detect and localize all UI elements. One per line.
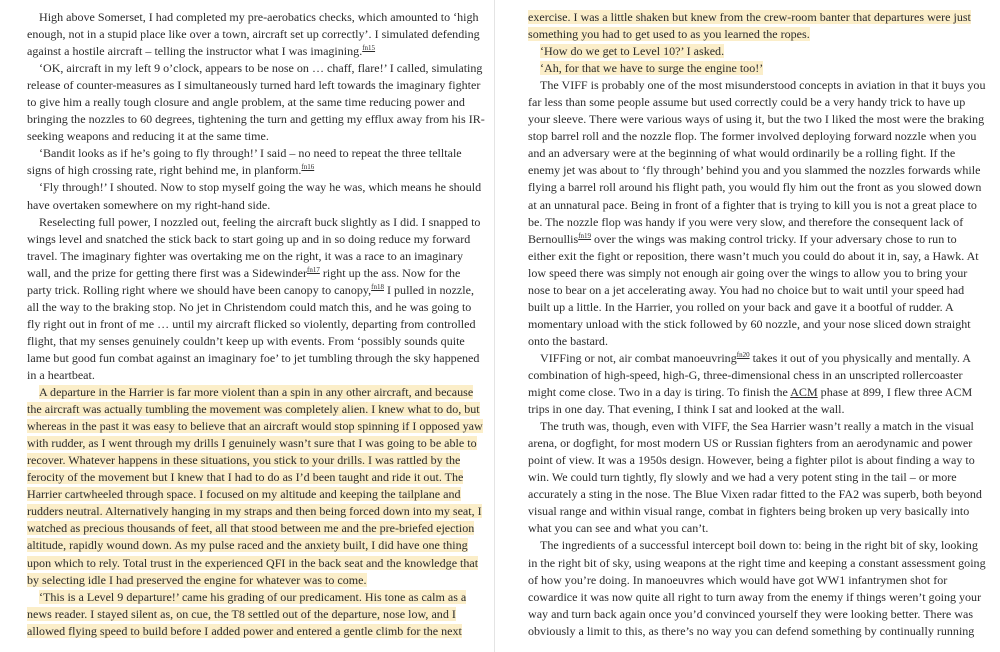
- text-line: [528, 77, 986, 94]
- text-line: [27, 197, 460, 214]
- line-body: Bernoullis: [528, 231, 579, 246]
- line-body: accurately a sting in the nose. The Blue Vixen radar fitted to the FA2 was superb, both beyond: [528, 487, 982, 502]
- text-line: [528, 197, 977, 214]
- line-body: ferocity of the movement but I knew that I had to do as I’d been taught and ride it out. The: [27, 470, 464, 485]
- text-line: [27, 231, 471, 248]
- line-text: [528, 504, 969, 518]
- line-body: release of counter-measures as I simultaneously turned hard left towards the imaginary fighter: [27, 78, 481, 93]
- text-line: [27, 145, 460, 162]
- line-body: of how you’re doing. In manoeuvres which would have got WW1 infantrymen shot for: [528, 572, 948, 587]
- text-line: [528, 316, 971, 333]
- line-text: [27, 129, 269, 143]
- line-body: bringing the nozzles to 60 degrees, tightening the turn and getting my efflux away from his IR-: [27, 112, 485, 127]
- text-line: [528, 179, 982, 196]
- text-line: [27, 503, 482, 520]
- text-line: [27, 128, 460, 145]
- text-line: [27, 162, 460, 179]
- text-line: [27, 94, 465, 111]
- highlighted-text: [27, 453, 460, 467]
- line-body: watched as precious thousands of feet, all that stood between me and the pre-briefed ejection: [27, 521, 475, 536]
- line-body: way and turn back again once you’d convinced yourself they were looking better. There was: [528, 606, 974, 621]
- line-body: ‘How do we get to Level 10?’ I asked.: [540, 44, 725, 59]
- line-body: party trick. Rolling right where we should have been canopy to canopy,: [27, 282, 372, 297]
- line-text: [27, 300, 471, 314]
- highlighted-text: [540, 61, 763, 75]
- line-text: [27, 266, 460, 280]
- line-tail: over the wings was making control tricky. If your adversary chose to run to: [591, 231, 957, 246]
- text-line: [528, 384, 973, 401]
- text-line: [528, 9, 971, 26]
- text-line: [528, 282, 966, 299]
- line-text: [528, 180, 981, 194]
- line-text: [27, 334, 465, 348]
- line-text: [27, 112, 485, 126]
- highlighted-text: [39, 385, 473, 399]
- text-line: [27, 248, 463, 265]
- text-line: [528, 469, 966, 486]
- line-body: to give him a really tough closure and angle problem, at the same time reducing power and: [27, 95, 465, 110]
- line-text: [39, 61, 482, 75]
- line-body: point of view. It was a 1950s design. However, being a fighter pilot is about finding a way to: [528, 453, 975, 468]
- line-body: stop barrel roll and the nozzle flop. The former involved deploying forward nozzle when you: [528, 129, 977, 144]
- line-body: ‘Ah, for that we have to surge the engine too!’: [540, 61, 764, 76]
- highlighted-text: [528, 27, 810, 41]
- line-body: ‘Bandit looks as if he’s going to fly through!’ I said – no need to repeat the three telltale: [39, 146, 462, 161]
- line-body: upon which to rely. Total trust in the experienced QFI in the back seat and the knowledge that: [27, 555, 479, 570]
- line-body: with rudder, as I went through my drills I genuinely wasn’t sure that I was going to be able to: [27, 436, 477, 451]
- text-line: [27, 572, 460, 589]
- text-line: [528, 128, 977, 145]
- line-text: [528, 334, 608, 348]
- text-line: [27, 401, 480, 418]
- line-body: built up a little. In the Harrier, you rolled on your back and gave it a bootful of rudder. A: [528, 299, 954, 314]
- text-line: [528, 231, 966, 248]
- line-tail: right up the ass. Now for the: [319, 265, 461, 280]
- text-line: [528, 214, 966, 231]
- text-line: [528, 299, 966, 316]
- line-text: [27, 232, 470, 246]
- line-body: by selecting idle I had preserved the engine for whatever was to come.: [27, 572, 367, 587]
- footnote-link[interactable]: fn17: [307, 265, 320, 274]
- highlighted-text: [27, 487, 461, 501]
- line-text: [39, 215, 480, 229]
- line-text: [528, 215, 963, 229]
- line-body: might come close. Two in a day is tiring. To finish the: [528, 385, 791, 400]
- text-line: [528, 333, 966, 350]
- line-text: [27, 163, 314, 177]
- text-line: [27, 537, 468, 554]
- line-text: [528, 556, 986, 570]
- line-body: ‘Fly through!’ I shouted. Now to stop myself going the way he was, which means he should: [39, 180, 482, 195]
- line-body: seeking weapons and reducing it at the same time.: [27, 129, 269, 144]
- line-text: [39, 146, 462, 160]
- line-text: [528, 385, 972, 399]
- line-text: [528, 300, 954, 314]
- line-text: [528, 470, 957, 484]
- line-body: fly right out in front of me … until my aircraft flicked so violently, departing from controlled: [27, 316, 476, 331]
- line-body: in a heartbeat.: [27, 367, 95, 382]
- footnote-link[interactable]: fn18: [371, 282, 384, 291]
- text-line: [27, 623, 460, 640]
- line-body: have overtaken somewhere on my right-hand side.: [27, 197, 271, 212]
- line-text: [540, 78, 985, 92]
- highlighted-text: [27, 504, 482, 518]
- line-text: [39, 10, 479, 24]
- highlighted-text: [27, 402, 480, 416]
- text-line: [528, 537, 978, 554]
- highlighted-text: [27, 607, 456, 621]
- highlighted-text: [540, 44, 724, 58]
- line-body: what you can see and what you can’t.: [528, 521, 709, 536]
- line-text: [528, 146, 955, 160]
- text-line: [27, 350, 480, 367]
- line-text: [39, 180, 481, 194]
- line-tail: takes it out of you physically and mentally. A: [749, 350, 971, 365]
- line-text: [528, 266, 967, 280]
- line-body: win. We could turn tightly, fly slowly and we had a very potent sting in the tail – or more: [528, 470, 957, 485]
- text-line: [528, 401, 966, 418]
- text-line: [528, 572, 966, 589]
- line-text: [528, 283, 964, 297]
- line-body: momentary unload with the stick followed by 60 nozzle, and your nose sliced down straight: [528, 316, 971, 331]
- highlighted-text: [27, 556, 478, 570]
- line-body: all the way to the braking stop. No jet in Christendom could match this, and he was going to: [27, 299, 472, 314]
- underlined-term: ACM: [790, 385, 818, 400]
- line-body: enough, not in a stupid place like over a town, aircraft set up correctly’. I simulated defending: [27, 27, 480, 42]
- text-line: [528, 265, 966, 282]
- text-line: [27, 43, 460, 60]
- line-text: [27, 351, 479, 365]
- left-page: [27, 9, 485, 640]
- line-text: [27, 368, 95, 382]
- text-line: [27, 333, 465, 350]
- text-line: [528, 435, 973, 452]
- line-text: [528, 573, 947, 587]
- line-text: [528, 590, 981, 604]
- line-body: flight, that my senses genuinely couldn’t keep up with events. From ‘possibly sounds quite: [27, 333, 465, 348]
- line-text: [528, 198, 977, 212]
- text-line: [528, 503, 970, 520]
- line-body: Reselecting full power, I nozzled out, feeling the aircraft buck slightly as I did. I snapped to: [39, 214, 481, 229]
- line-text: [27, 95, 465, 109]
- line-body: the aircraft was actually tumbling the movement was completely alien. I knew what to do, but: [27, 402, 480, 417]
- text-line: [528, 162, 981, 179]
- text-line: [27, 111, 485, 128]
- line-text: [528, 607, 973, 621]
- line-text: [27, 44, 375, 58]
- text-line: [27, 77, 481, 94]
- highlighted-text: [27, 419, 483, 433]
- text-line: [27, 282, 474, 299]
- text-line: [528, 248, 979, 265]
- highlighted-text: [39, 590, 466, 604]
- text-line: [27, 555, 479, 572]
- line-text: [27, 317, 476, 331]
- line-body: flying a barrel roll around his flight path, you would fly him out the front as you slowed down: [528, 180, 982, 195]
- line-text: [27, 198, 270, 212]
- text-line: [27, 435, 477, 452]
- line-body: combination of high-speed, high-G, three-dimensional chess in an unscripted rollercoaster: [528, 367, 963, 382]
- text-line: [27, 589, 467, 606]
- line-body: at an unnatural pace. Being in front of a fighter that is trying to kill you is not a great place to: [528, 197, 977, 212]
- line-text: [528, 521, 708, 535]
- line-tail: I pulled in nozzle,: [383, 282, 474, 297]
- text-line: [27, 60, 483, 77]
- text-line: [27, 265, 460, 282]
- line-text: [528, 163, 980, 177]
- line-body: recover. Whatever happens in these situations, you stick to your drills. I was rattled by the: [27, 453, 461, 468]
- text-line: [528, 60, 966, 77]
- text-line: [27, 418, 483, 435]
- line-body: and an adversary were at the beginning of what would ordinarily be a rolling fight. If the: [528, 146, 956, 161]
- text-line: [528, 486, 982, 503]
- line-text: [528, 368, 963, 382]
- text-line: [27, 367, 460, 384]
- line-text: [528, 317, 971, 331]
- footnote-link[interactable]: fn19: [578, 231, 592, 240]
- page-gutter: [494, 0, 495, 652]
- line-body: news reader. I stayed silent as, on cue, the T8 settled out of the departure, nose low, and I: [27, 606, 456, 621]
- line-body: travel. The imaginary fighter was overtaking me on the right, it was a race to an imaginary: [27, 248, 463, 263]
- line-body: wall, and the prize for getting there first was a Sidewinder: [27, 265, 307, 280]
- footnote-link[interactable]: fn20: [736, 350, 750, 359]
- line-text: [528, 232, 957, 246]
- highlighted-text: [27, 470, 463, 484]
- text-line: [528, 418, 974, 435]
- highlighted-text: [27, 521, 474, 535]
- text-line: [27, 9, 479, 26]
- text-line: [27, 179, 482, 196]
- line-body: against a hostile aircraft – telling the instructor what I was imagining.: [27, 44, 363, 59]
- line-text: [27, 27, 480, 41]
- line-body: signs of high crossing rate, right behind me, in planform.: [27, 163, 302, 178]
- text-line: [528, 452, 975, 469]
- line-body: be. The nozzle flop was handy if you were very slow, and therefore the consequent lack of: [528, 214, 964, 229]
- highlighted-text: [528, 10, 971, 24]
- text-line: [528, 589, 982, 606]
- line-text: [540, 419, 974, 433]
- line-body: allowed flying speed to build before I added power and entered a gentle climb for the next: [27, 623, 462, 638]
- line-body: visual range and within visual range, combat in fighters being broken up very basically into: [528, 504, 970, 519]
- line-text: [528, 402, 845, 416]
- line-text: [528, 487, 982, 501]
- line-body: onto the bastard.: [528, 333, 608, 348]
- line-text: [528, 249, 979, 263]
- footnote-link[interactable]: fn15: [362, 44, 376, 53]
- line-body: trips in one day. That evening, I think I sat and looked at the wall.: [528, 402, 845, 417]
- text-line: [528, 94, 966, 111]
- text-line: [27, 316, 476, 333]
- line-body: either exit the fight or reposition, there wasn’t much you could do about it in, say, a Hawk. At: [528, 248, 979, 263]
- line-body: far less than some people assume but used correctly could be a very handy trick to have up: [528, 95, 966, 110]
- line-body: lame but good fun combat against an imaginary foe’ to jet tumbling through the sky happened: [27, 350, 480, 365]
- text-line: [528, 43, 966, 60]
- text-line: [528, 111, 985, 128]
- line-text: [528, 624, 974, 638]
- line-text: [528, 453, 975, 467]
- highlighted-text: [27, 538, 468, 552]
- line-text: [540, 538, 978, 552]
- line-text: [540, 351, 971, 365]
- text-line: [528, 145, 966, 162]
- line-body: something you had to get used to as you learned the ropes.: [528, 27, 810, 42]
- text-line: [528, 623, 975, 640]
- highlighted-text: [27, 573, 367, 587]
- line-body: rudders neutral. Alternatively hanging in my straps and then being forced down into my seat, I: [27, 504, 482, 519]
- line-body: High above Somerset, I had completed my pre-aerobatics checks, which amounted to ‘high: [39, 10, 479, 24]
- text-line: [27, 299, 472, 316]
- line-text: [528, 129, 976, 143]
- line-text: [528, 95, 965, 109]
- text-line: [528, 520, 966, 537]
- highlighted-text: [27, 624, 462, 638]
- text-line: [528, 350, 971, 367]
- text-line: [27, 486, 460, 503]
- line-body: arena, or dogfight, for most modern US or Russian fighters from an aerodynamic and power: [528, 436, 973, 451]
- line-text: [27, 78, 480, 92]
- text-line: [27, 384, 474, 401]
- line-body: cowardice it was now quite all right to turn away from the enemy if things weren’t going your: [528, 589, 982, 604]
- text-line: [528, 26, 966, 43]
- line-text: [528, 436, 972, 450]
- line-body: A departure in the Harrier is far more violent than a spin in any other aircraft, and because: [39, 385, 474, 400]
- line-body: wings level and snatched the stick back to start going up and in so doing reduce my forward: [27, 231, 471, 246]
- line-body: enemy jet was about to ‘fly through’ behind you and you slammed the nozzles forwards while: [528, 163, 981, 178]
- text-line: [27, 26, 480, 43]
- line-body: The ingredients of a successful intercept boil down to: being in the right bit of sky, looking: [540, 538, 978, 553]
- line-body: The truth was, though, even with VIFF, the Sea Harrier wasn’t really a match in the visual: [540, 419, 974, 434]
- line-body: low speed there was simply not enough air going over the wings to allow you to bring your: [528, 265, 968, 280]
- line-body: exercise. I was a little shaken but knew from the crew-room banter that departures were just: [528, 10, 971, 24]
- footnote-link[interactable]: fn16: [301, 163, 315, 172]
- text-line: [27, 469, 464, 486]
- line-body: nose to bear on a jet accelerating away. You had no choice but to wait until your speed had: [528, 282, 965, 297]
- text-line: [27, 452, 460, 469]
- line-body: altitude, rapidly wound down. As my pulse raced and the anxiety built, I did have one thing: [27, 538, 468, 553]
- line-body: Harrier cartwheeled through space. I focused on my altitude and keeping the tailplane and: [27, 487, 461, 502]
- text-line: [27, 214, 481, 231]
- line-tail: phase at 899, I flew three ACM: [817, 385, 973, 400]
- line-body: VIFFing or not, air combat manoeuvring: [540, 350, 737, 365]
- line-text: [27, 249, 463, 263]
- text-line: [528, 555, 986, 572]
- line-body: your sleeve. There were various ways of using it, but the two I liked the most were the braking: [528, 112, 985, 127]
- line-body: in the right bit of sky, using weapons at the right time and keeping a constant assessment going: [528, 555, 986, 570]
- line-body: ‘OK, aircraft in my left 9 o’clock, appears to be nose on … chaff, flare!’ I called, simulating: [39, 61, 483, 76]
- text-line: [528, 606, 974, 623]
- text-line: [27, 606, 460, 623]
- line-text: [27, 283, 474, 297]
- highlighted-text: [27, 436, 477, 450]
- text-line: [27, 520, 475, 537]
- line-body: obviously a limit to this, as there’s no way you can defend something by continually running: [528, 623, 975, 638]
- line-body: whereas in the past it was easy to believe that an aircraft would stop spinning if I opposed yaw: [27, 419, 483, 434]
- line-body: The VIFF is probably one of the most misunderstood concepts in aviation in that it buys you: [540, 78, 986, 93]
- text-line: [528, 367, 966, 384]
- line-body: ‘This is a Level 9 departure!’ came his grading of our predicament. His tone as calm as a: [39, 589, 467, 604]
- right-page: [528, 9, 986, 640]
- line-text: [528, 112, 984, 126]
